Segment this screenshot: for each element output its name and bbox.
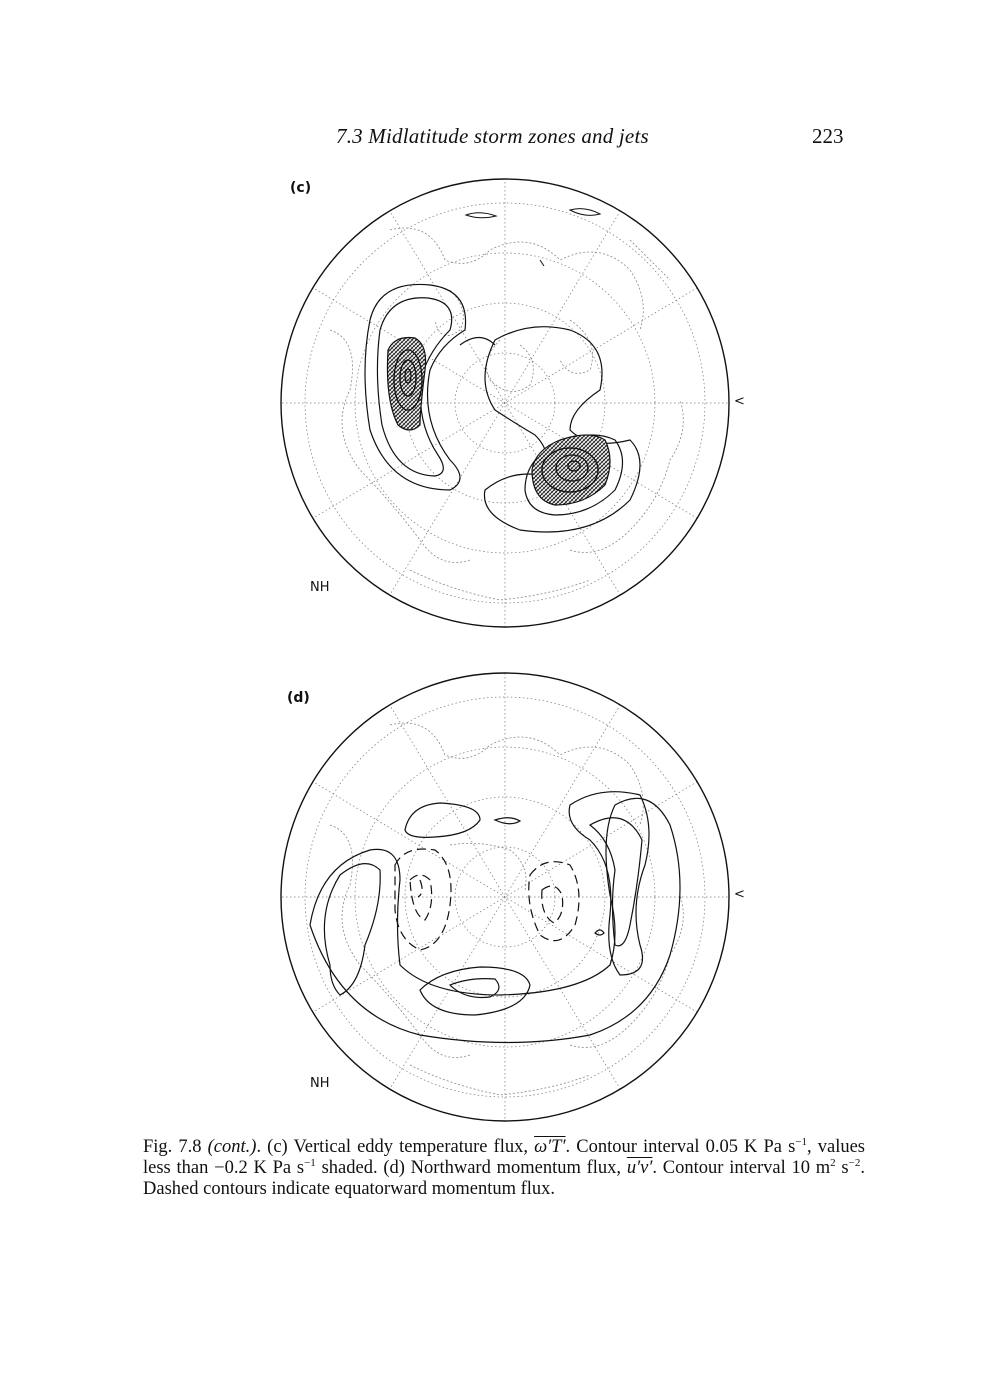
caption-part-2: . Contour interval 0.05 K Pa s — [565, 1137, 796, 1157]
panel-d-dashed-contours — [395, 849, 579, 950]
caption-part-5: . Contour interval 10 m — [652, 1158, 831, 1178]
panel-c-graticule — [270, 170, 740, 640]
panel-d-graticule — [270, 665, 740, 1135]
panel-c-small-contours — [466, 209, 600, 266]
panel-d-coastlines — [330, 723, 683, 1095]
panel-d-hemisphere-label: NH — [310, 1076, 330, 1091]
caption-part-6: s — [835, 1158, 849, 1178]
caption-exponent-2: −1 — [304, 1156, 316, 1169]
figure-caption — [143, 1137, 865, 1200]
caption-part-7: . Dashed contours indicate equatorward momentum flux. — [143, 1158, 865, 1199]
panel-d-contours — [310, 792, 680, 1043]
panel-c-polar-map — [270, 170, 740, 640]
panel-d-polar-map — [270, 665, 740, 1135]
caption-text — [143, 1137, 865, 1200]
caption-part-4: shaded. (d) Northward momentum flux, — [315, 1158, 627, 1178]
panel-d-label: (d) — [287, 690, 310, 706]
panel-c-coastlines — [330, 228, 683, 600]
caption-omega-t-symbol: ω′T′ — [534, 1137, 566, 1157]
header-title: 7.3 Midlatitude storm zones and jets — [336, 124, 649, 148]
caption-exponent-1: −1 — [795, 1135, 808, 1148]
panel-d-marker: < — [734, 887, 745, 902]
panel-c-shaded-region-west — [387, 338, 425, 431]
page-number: 223 — [812, 124, 844, 148]
caption-part-1: . (c) Vertical eddy temperature flux, — [256, 1137, 535, 1157]
caption-cont: (cont.) — [207, 1137, 257, 1157]
panel-c-hemisphere-label: NH — [310, 580, 330, 595]
panel-c-label: (c) — [290, 180, 312, 196]
caption-fig-label: Fig. 7.8 — [143, 1137, 208, 1157]
caption-part-3: , values less than −0.2 K Pa s — [143, 1137, 865, 1178]
caption-exponent-3: 2 — [830, 1156, 836, 1169]
panel-c-marker: < — [734, 394, 745, 409]
caption-uv-symbol: u′v′ — [626, 1158, 653, 1178]
caption-exponent-4: −2 — [848, 1156, 861, 1169]
